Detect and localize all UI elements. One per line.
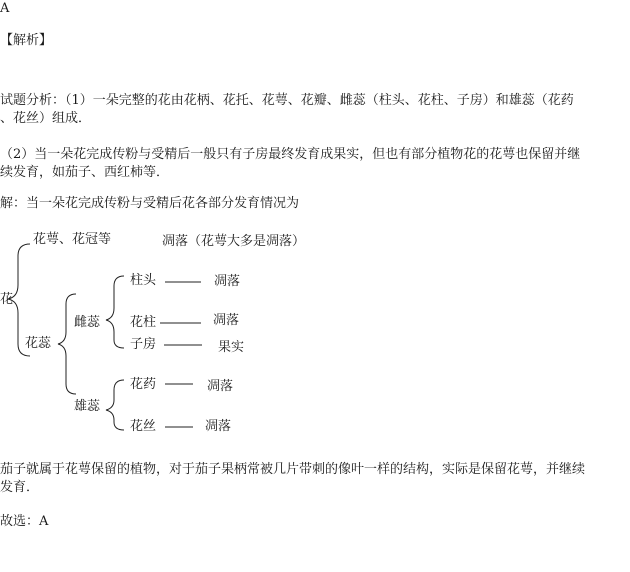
answer-letter: A [0, 1, 10, 16]
node-stigma: 柱头 [130, 273, 157, 288]
conclusion-line2: 发育． [0, 480, 40, 495]
node-pistil: 雌蕊 [74, 315, 101, 330]
node-stigma-fate: 凋落 [214, 274, 241, 289]
analysis-part2-line1: （2）当一朵花完成传粉与受精后一般只有子房最终发育成果实，但也有部分植物花的花萼也保留并继 [0, 147, 581, 162]
node-root-flower: 花 [0, 292, 14, 307]
conclusion-line1: 茄子就属于花萼保留的植物，对于茄子果柄常被几片带刺的像叶一样的结构，实际是保留花萼，并继续 [0, 462, 586, 477]
final-answer: 故选：A [0, 514, 49, 529]
node-filament: 花丝 [130, 419, 157, 434]
node-stamen: 雄蕊 [74, 399, 101, 414]
node-sepal-corolla-fate: 凋落（花萼大多是凋落） [162, 234, 306, 249]
pistil-stamen-brace [58, 294, 76, 394]
node-sepal-corolla: 花萼、花冠等 [33, 232, 112, 247]
analysis-part1-line1: 试题分析：（1）一朵完整的花由花柄、花托、花萼、花瓣、雌蕊（柱头、花柱、子房）和雄蕊（花药 [0, 93, 574, 108]
analysis-part2-line2: 续发育，如茄子、西红柿等． [0, 165, 170, 180]
analysis-part1-line2: 、花丝）组成． [0, 111, 92, 126]
node-ovary: 子房 [130, 337, 157, 352]
node-filament-fate: 凋落 [205, 419, 232, 434]
node-anther-fate: 凋落 [207, 379, 234, 394]
conclusion [0, 461, 628, 497]
analysis-heading: 【解析】 [0, 33, 53, 48]
node-style-fate: 凋落 [213, 313, 240, 328]
node-style: 花柱 [130, 315, 157, 330]
solution-intro: 解：当一朵花完成传粉与受精后花各部分发育情况为 [0, 196, 300, 211]
stamen-parts-brace [106, 380, 124, 430]
node-ovary-fate: 果实 [218, 340, 245, 355]
pistil-parts-brace [106, 276, 124, 348]
node-pistil-stamen: 花蕊 [25, 336, 52, 351]
node-anther: 花药 [130, 377, 157, 392]
